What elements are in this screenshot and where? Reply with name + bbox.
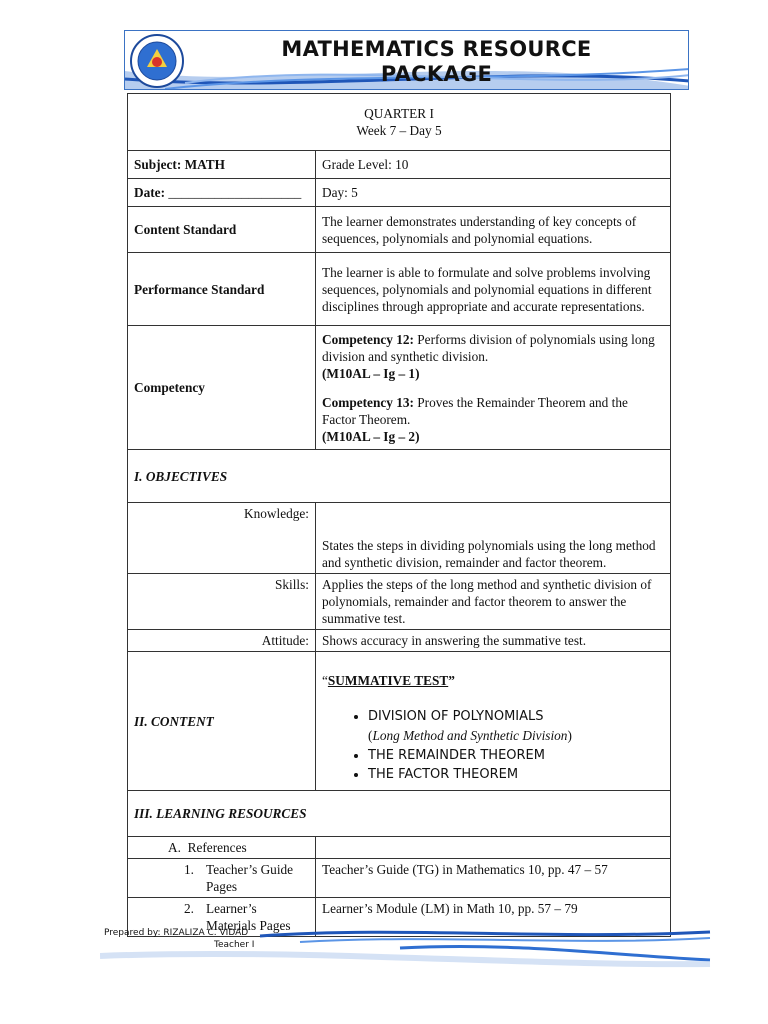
table-row — [128, 630, 671, 652]
content-item-3: THE FACTOR THEOREM — [368, 767, 519, 782]
quarter-title: QUARTER I — [364, 106, 434, 121]
table-row — [128, 503, 671, 574]
table-row — [128, 179, 671, 207]
skills-text: Applies the steps of the long method and synthetic division of polynomials, remainder and factor theorem to answer the summative test. — [316, 574, 671, 630]
table-row — [128, 253, 671, 326]
lm-label: Learner’s Materials Pages — [206, 901, 291, 933]
content-item-1-sub: Long Method and Synthetic Division — [372, 728, 568, 743]
subject-value: MATH — [184, 157, 225, 172]
content-list — [322, 707, 664, 784]
page-header — [124, 30, 689, 90]
content-close-quote: ” — [448, 673, 455, 688]
list-item — [368, 746, 664, 765]
date-blank: ____________________ — [168, 185, 302, 200]
references-empty — [316, 837, 671, 859]
list-item — [368, 765, 664, 784]
subject-cell — [128, 151, 316, 179]
date-cell — [128, 179, 316, 207]
references-cell — [128, 837, 316, 859]
lm-value: Learner’s Module (LM) in Math 10, pp. 57 – 79 — [316, 898, 671, 937]
list-item — [368, 707, 664, 746]
content-standard-label: Content Standard — [128, 207, 316, 253]
table-row — [128, 859, 671, 898]
content-item-1-sub-open: ( — [368, 728, 373, 743]
table-row — [128, 837, 671, 859]
quarter-week: Week 7 – Day 5 — [356, 123, 442, 138]
date-label: Date: — [134, 185, 166, 200]
content-heading: II. CONTENT — [128, 652, 316, 791]
content-cell — [316, 652, 671, 791]
tg-value: Teacher’s Guide (TG) in Mathematics 10, pp. 47 – 57 — [316, 859, 671, 898]
deped-seal-icon — [129, 33, 185, 89]
performance-standard-text: The learner is able to formulate and solve problems involving sequences, polynomials and polynomial equations in different disciplines through appropriate and accurate representations. — [316, 253, 671, 326]
content-item-1-sub-close: ) — [567, 728, 572, 743]
prepared-by: Prepared by: RIZALIZA C. VIDAD — [104, 928, 249, 938]
resources-heading: III. LEARNING RESOURCES — [128, 791, 671, 837]
references-label: References — [187, 840, 247, 855]
competency-12-text: Performs division of polynomials using long division and synthetic division. — [322, 331, 655, 364]
competency-12-code: (M10AL – Ig – 1) — [322, 365, 420, 381]
grade-level: Grade Level: 10 — [316, 151, 671, 179]
competency-13-code: (M10AL – Ig – 2) — [322, 428, 420, 444]
table-row — [128, 574, 671, 630]
prepared-role: Teacher I — [214, 940, 255, 950]
content-standard-text: The learner demonstrates understanding of key concepts of sequences, polynomials and polynomial equations. — [316, 207, 671, 253]
header-title-line1: MATHEMATICS RESOURCE — [281, 37, 592, 61]
competency-13-label: Competency 13: — [322, 394, 414, 410]
competency-12-label: Competency 12: — [322, 331, 414, 347]
competency-13-text: Proves the Remainder Theorem and the Factor Theorem. — [322, 394, 628, 427]
summative-test-title: SUMMATIVE TEST — [327, 673, 449, 688]
attitude-text: Shows accuracy in answering the summative test. — [316, 630, 671, 652]
content-open-quote: “ — [322, 673, 328, 688]
skills-label: Skills: — [128, 574, 316, 630]
table-row — [128, 652, 671, 791]
competency-cell — [316, 326, 671, 450]
content-item-1: DIVISION OF POLYNOMIALS — [368, 709, 544, 724]
table-row — [128, 94, 671, 151]
day-value: Day: 5 — [316, 179, 671, 207]
tg-marker: 1. — [184, 862, 194, 877]
table-row — [128, 151, 671, 179]
competency-label: Competency — [128, 326, 316, 450]
header-title-line2: PACKAGE — [380, 62, 493, 86]
attitude-label: Attitude: — [128, 630, 316, 652]
table-row — [128, 450, 671, 503]
tg-label: Teacher’s Guide Pages — [206, 862, 294, 894]
table-row — [128, 791, 671, 837]
objectives-heading: I. OBJECTIVES — [128, 450, 671, 503]
subject-label: Subject: — [134, 157, 182, 172]
table-row — [128, 326, 671, 450]
tg-pages-cell — [128, 859, 316, 898]
knowledge-text: States the steps in dividing polynomials using the long method and synthetic division, remainder and factor theorem. — [316, 503, 671, 574]
content-item-2: THE REMAINDER THEOREM — [368, 748, 545, 763]
lesson-plan-table — [127, 93, 671, 937]
lm-marker: 2. — [184, 901, 194, 916]
quarter-cell — [128, 94, 671, 151]
table-row — [128, 207, 671, 253]
references-marker: A. — [168, 840, 181, 855]
performance-standard-label: Performance Standard — [128, 253, 316, 326]
knowledge-label: Knowledge: — [128, 503, 316, 574]
